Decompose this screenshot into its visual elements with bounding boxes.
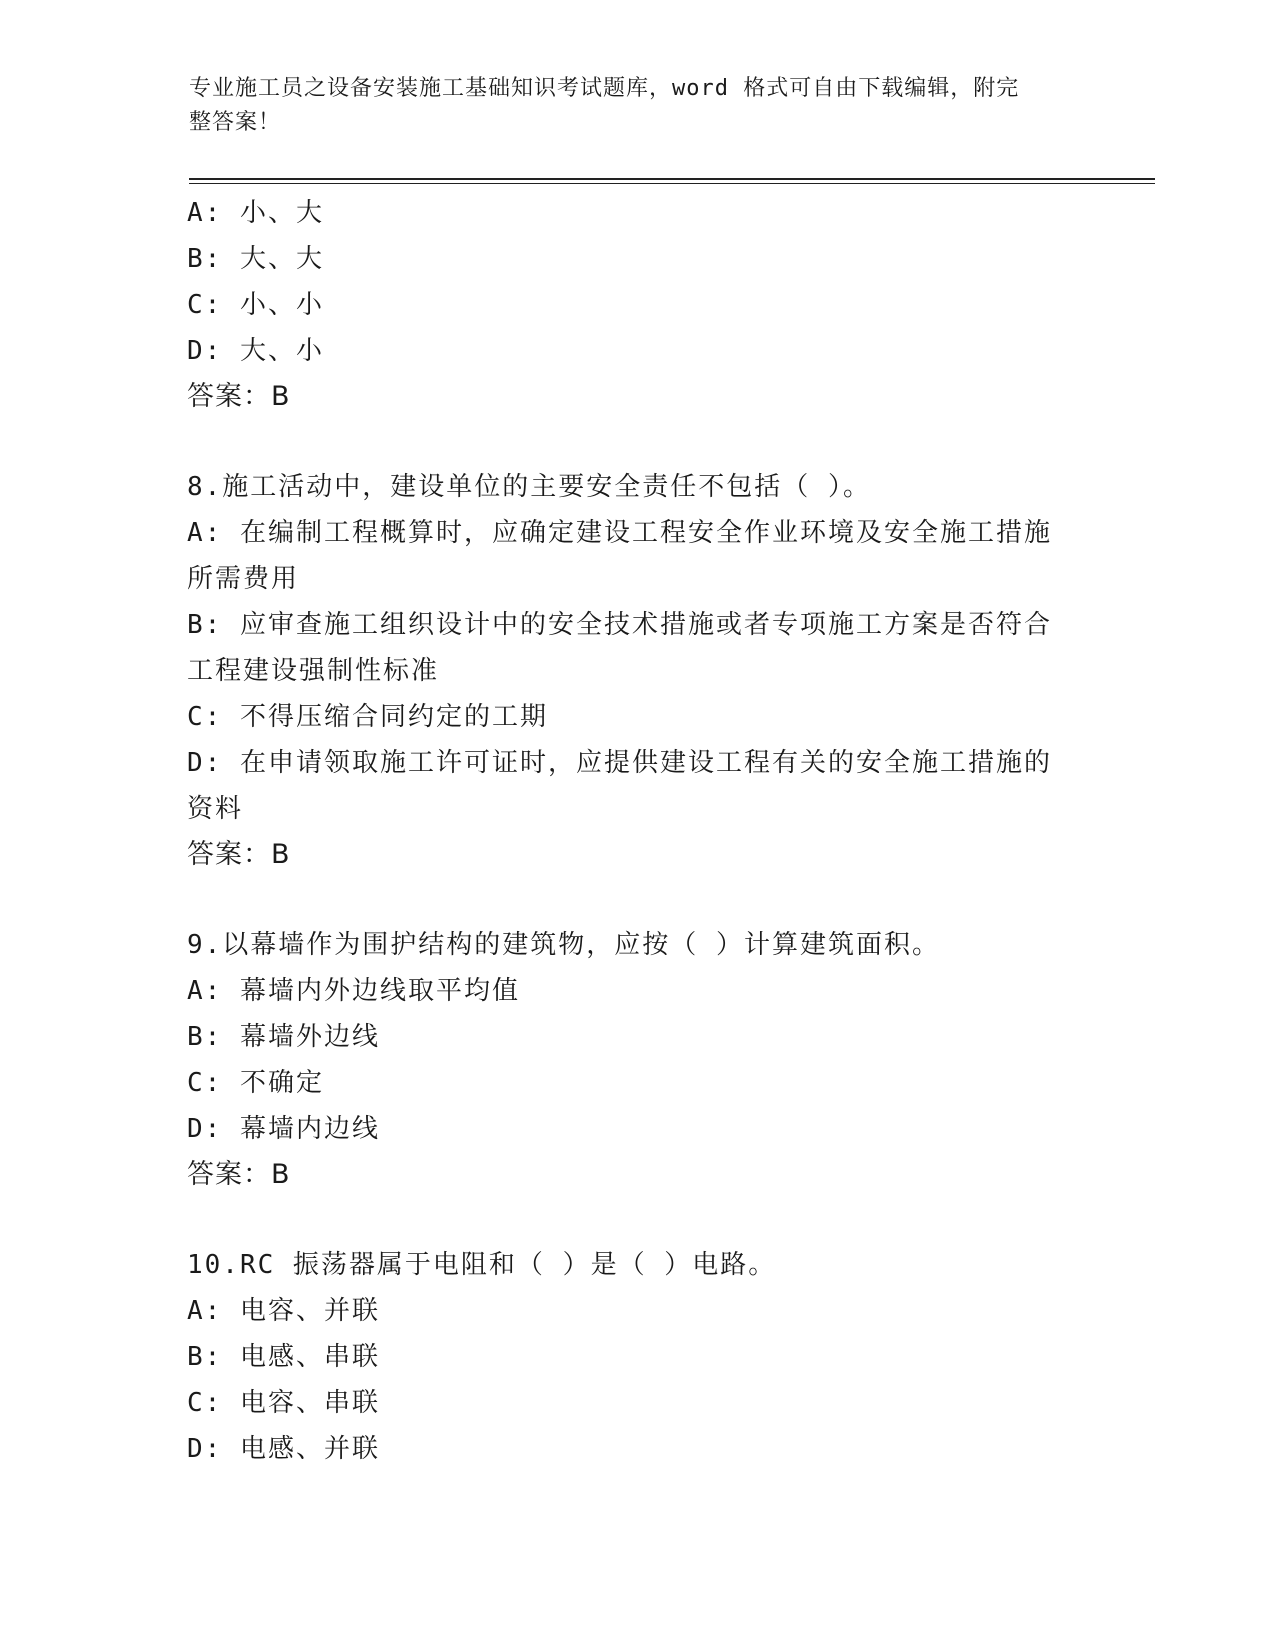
option-c: C: 电容、串联: [187, 1388, 380, 1418]
option-b: B: 应审查施工组织设计中的安全技术措施或者专项施工方案是否符合工程建设强制性标准: [187, 610, 1052, 686]
option-b: B: 大、大: [187, 244, 324, 274]
header-divider-thick: [189, 178, 1155, 180]
option-a: A: 电容、并联: [187, 1296, 380, 1326]
option-b: B: 幕墙外边线: [187, 1022, 380, 1052]
answer: 答案：B: [187, 1159, 291, 1190]
question-previous: [187, 190, 1087, 420]
question-stem: 10.RC 振荡器属于电阻和（ ）是（ ）电路。: [187, 1250, 777, 1280]
question-8: [187, 464, 1087, 878]
header-line-1: 专业施工员之设备安装施工基础知识考试题库，word 格式可自由下载编辑，附完: [189, 76, 1020, 101]
option-b: B: 电感、串联: [187, 1342, 380, 1372]
option-c: C: 小、小: [187, 290, 324, 320]
answer: 答案：B: [187, 839, 291, 870]
header-line-2: 整答案！: [189, 110, 282, 135]
question-10: [187, 1242, 1087, 1472]
question-stem: 9.以幕墙作为围护结构的建筑物，应按（ ）计算建筑面积。: [187, 930, 940, 960]
answer: 答案：B: [187, 381, 291, 412]
option-d: D: 在申请领取施工许可证时，应提供建设工程有关的安全施工措施的资料: [187, 748, 1052, 824]
question-list: [187, 190, 1087, 1472]
option-d: D: 大、小: [187, 336, 324, 366]
option-c: C: 不得压缩合同约定的工期: [187, 702, 548, 732]
option-c: C: 不确定: [187, 1068, 324, 1098]
question-9: [187, 922, 1087, 1198]
option-a: A: 幕墙内外边线取平均值: [187, 976, 520, 1006]
header-divider-thin: [189, 183, 1155, 184]
question-stem: 8.施工活动中，建设单位的主要安全责任不包括（ ）。: [187, 472, 871, 502]
option-a: A: 在编制工程概算时，应确定建设工程安全作业环境及安全施工措施所需费用: [187, 518, 1052, 594]
option-a: A: 小、大: [187, 198, 324, 228]
option-d: D: 电感、并联: [187, 1434, 380, 1464]
document-header: [189, 72, 1069, 140]
option-d: D: 幕墙内边线: [187, 1114, 380, 1144]
